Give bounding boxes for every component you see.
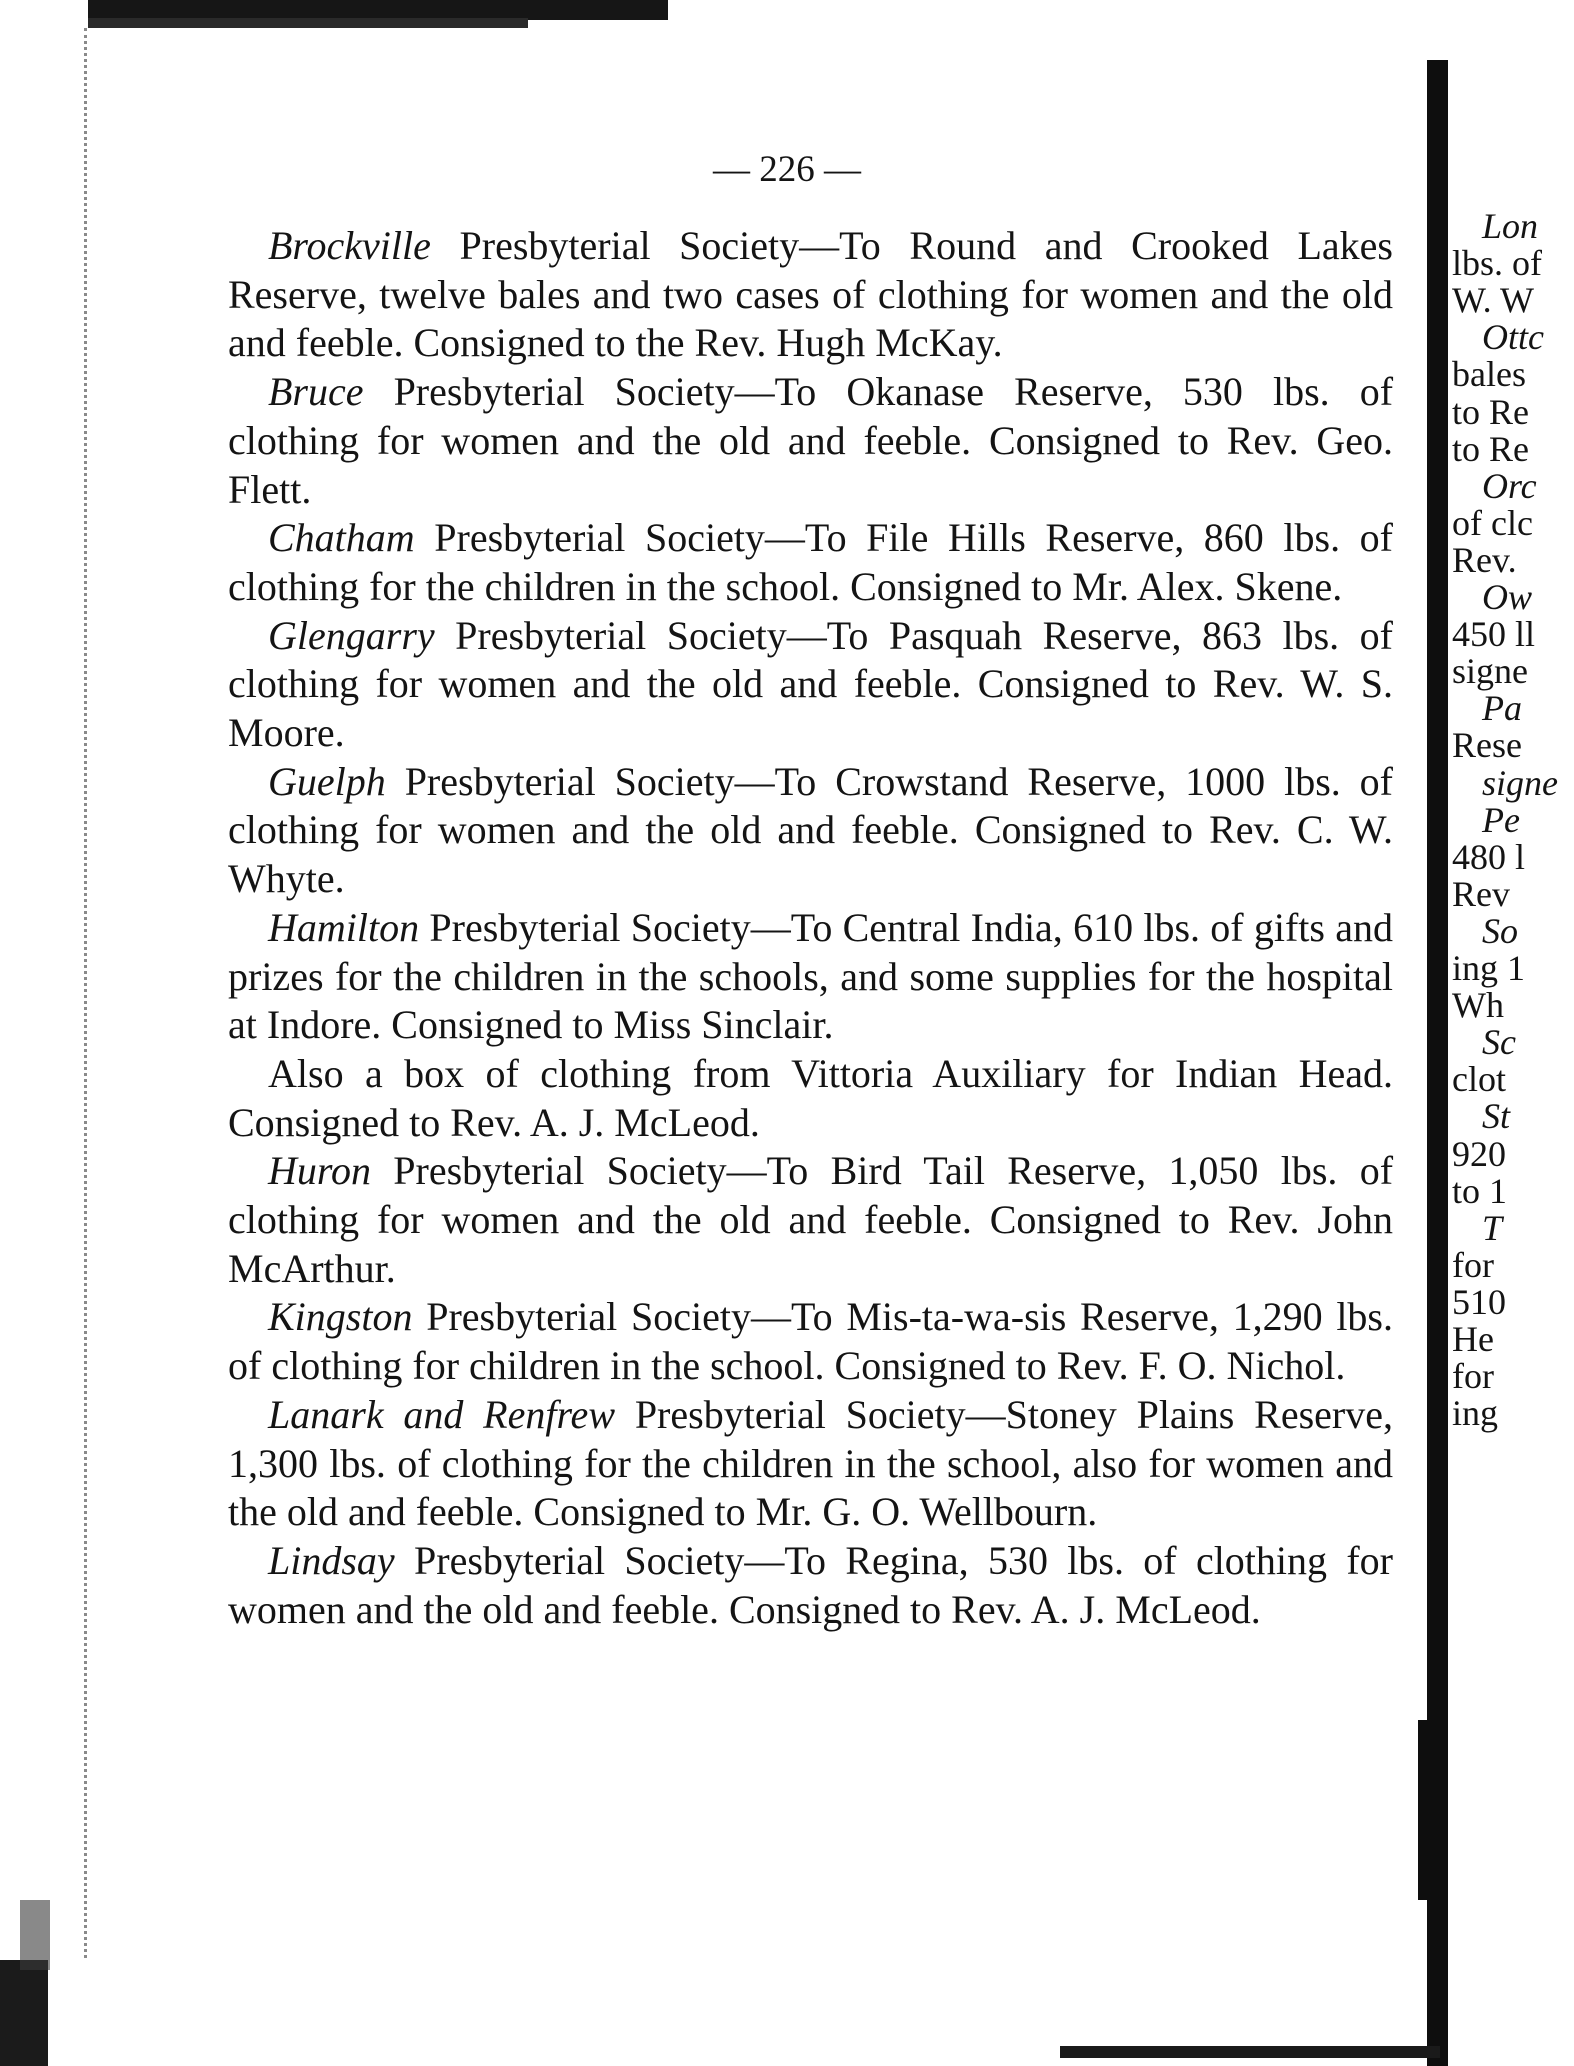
- margin-fragment: ing: [1452, 1393, 1499, 1433]
- margin-fragment: Pe: [1482, 800, 1520, 840]
- entry-paragraph: [228, 368, 1393, 514]
- society-name: Kingston: [268, 1294, 413, 1340]
- entry-text: Presbyterial Society—To Crowstand Reserve, 1000 lbs. of clothing for women and the old and feeble. Consigned to Rev. C. W. Whyte.: [228, 758, 1394, 902]
- margin-fragment: W. W: [1452, 280, 1535, 320]
- entry-paragraph: [228, 1147, 1393, 1293]
- entry-paragraph: [228, 1050, 1393, 1147]
- margin-fragment: signe: [1482, 763, 1558, 803]
- society-name: Lindsay: [268, 1537, 395, 1583]
- society-name: Glengarry: [268, 612, 435, 658]
- entry-text: Presbyterial Society—To Regina, 530 lbs. of clothing for women and the old and feeble. Consigned to Rev. A. J. McLeod.: [228, 1537, 1393, 1632]
- margin-fragment: 510: [1452, 1282, 1506, 1322]
- margin-fragment: Orc: [1482, 466, 1537, 506]
- margin-fragment: Lon: [1482, 206, 1539, 246]
- main-text: [228, 222, 1393, 1634]
- margin-fragment: to 1: [1452, 1171, 1508, 1211]
- society-name: Guelph: [268, 758, 386, 804]
- society-name: Brockville: [268, 223, 431, 268]
- margin-fragment: 450 ll: [1452, 614, 1536, 654]
- society-name: Lanark and Renfrew: [268, 1391, 615, 1437]
- entry-paragraph: [228, 758, 1393, 904]
- scan-shadow-top-inner: [88, 18, 528, 28]
- entry-text: Also a box of clothing from Vittoria Auxiliary for Indian Head. Consigned to Rev. A. J. McLeod.: [228, 1050, 1393, 1145]
- society-name: Chatham: [268, 515, 415, 561]
- margin-fragment: Rese: [1452, 725, 1522, 765]
- margin-fragment: ing 1: [1452, 948, 1526, 988]
- margin-fragment: of clc: [1452, 503, 1533, 543]
- margin-fragment: Rev.: [1452, 540, 1517, 580]
- margin-fragment: Ow: [1482, 577, 1533, 617]
- margin-fragment: T: [1482, 1208, 1503, 1248]
- entry-text: Presbyterial Society—Stoney Plains Reserve, 1,300 lbs. of clothing for the children in the school, also for women and the old and feeble. Consigned to Mr. G. O. Wellbourn.: [228, 1391, 1393, 1535]
- margin-fragment: to Re: [1452, 429, 1529, 469]
- margin-fragment: to Re: [1452, 392, 1529, 432]
- margin-fragment: for: [1452, 1356, 1494, 1396]
- facing-page-fragments: [1452, 205, 1572, 1469]
- scan-left-edge-speckle: [84, 28, 89, 1958]
- entry-paragraph: [228, 222, 1393, 368]
- entry-paragraph: [228, 1537, 1393, 1634]
- entry-text: Presbyterial Society—To Okanase Reserve, 530 lbs. of clothing for women and the old and feeble. Consigned to Rev. Geo. Flett.: [228, 369, 1394, 512]
- entry-text: Presbyterial Society—To File Hills Reserve, 860 lbs. of clothing for the children in the school. Consigned to Mr. Alex. Skene.: [228, 515, 1394, 609]
- society-name: Bruce: [268, 369, 364, 415]
- margin-fragment: clot: [1452, 1059, 1506, 1099]
- scan-shadow-top: [88, 0, 668, 20]
- entry-text: Presbyterial Society—To Round and Crooked Lakes Reserve, twelve bales and two cases of clothing for women and the old and feeble. Consigned to the Rev. Hugh McKay.: [228, 223, 1393, 366]
- margin-fragment: bales: [1452, 354, 1526, 394]
- margin-fragment: So: [1482, 911, 1518, 951]
- scan-binding-gutter: [1427, 60, 1448, 2066]
- margin-fragment: Pa: [1482, 688, 1522, 728]
- margin-fragment: Ottc: [1482, 317, 1544, 357]
- margin-fragment: for: [1452, 1245, 1494, 1285]
- entry-paragraph: [228, 1391, 1393, 1537]
- margin-fragment: Sc: [1482, 1022, 1516, 1062]
- margin-fragment: lbs. of: [1452, 243, 1542, 283]
- entry-text: Presbyterial Society—To Mis-ta-wa-sis Reserve, 1,290 lbs. of clothing for children in the school. Consigned to Rev. F. O. Nichol.: [228, 1294, 1393, 1389]
- margin-fragment: He: [1452, 1319, 1494, 1359]
- margin-fragment: signe: [1452, 651, 1528, 691]
- margin-fragment: Rev: [1452, 874, 1510, 914]
- entry-text: Presbyterial Society—To Bird Tail Reserve, 1,050 lbs. of clothing for women and the old and feeble. Consigned to Rev. John McArthur.: [228, 1148, 1394, 1291]
- scan-shadow-bottom: [1060, 2046, 1440, 2058]
- entry-text: Presbyterial Society—To Central India, 610 lbs. of gifts and prizes for the children in the schools, and some supplies for the hospital at Indore. Consigned to Miss Sinclair.: [228, 904, 1394, 1048]
- margin-fragment: 920: [1452, 1134, 1506, 1174]
- margin-fragment: St: [1482, 1096, 1511, 1136]
- page-number: — 226 —: [713, 149, 861, 190]
- scan-shadow-bottom-left: [0, 1960, 48, 2066]
- entry-paragraph: [228, 612, 1393, 758]
- scan-shadow-bottom-left-soft: [20, 1900, 50, 1970]
- entry-paragraph: [228, 904, 1393, 1050]
- scan-binding-gutter-notch: [1418, 1720, 1430, 1900]
- entry-text: Presbyterial Society—To Pasquah Reserve, 863 lbs. of clothing for women and the old and feeble. Consigned to Rev. W. S. Moore.: [228, 612, 1394, 756]
- entry-paragraph: [228, 1293, 1393, 1390]
- society-name: Hamilton: [268, 904, 420, 950]
- margin-fragment: 480 l: [1452, 837, 1526, 877]
- entry-paragraph: [228, 514, 1393, 611]
- society-name: Huron: [268, 1148, 371, 1194]
- margin-fragment: Wh: [1452, 985, 1504, 1025]
